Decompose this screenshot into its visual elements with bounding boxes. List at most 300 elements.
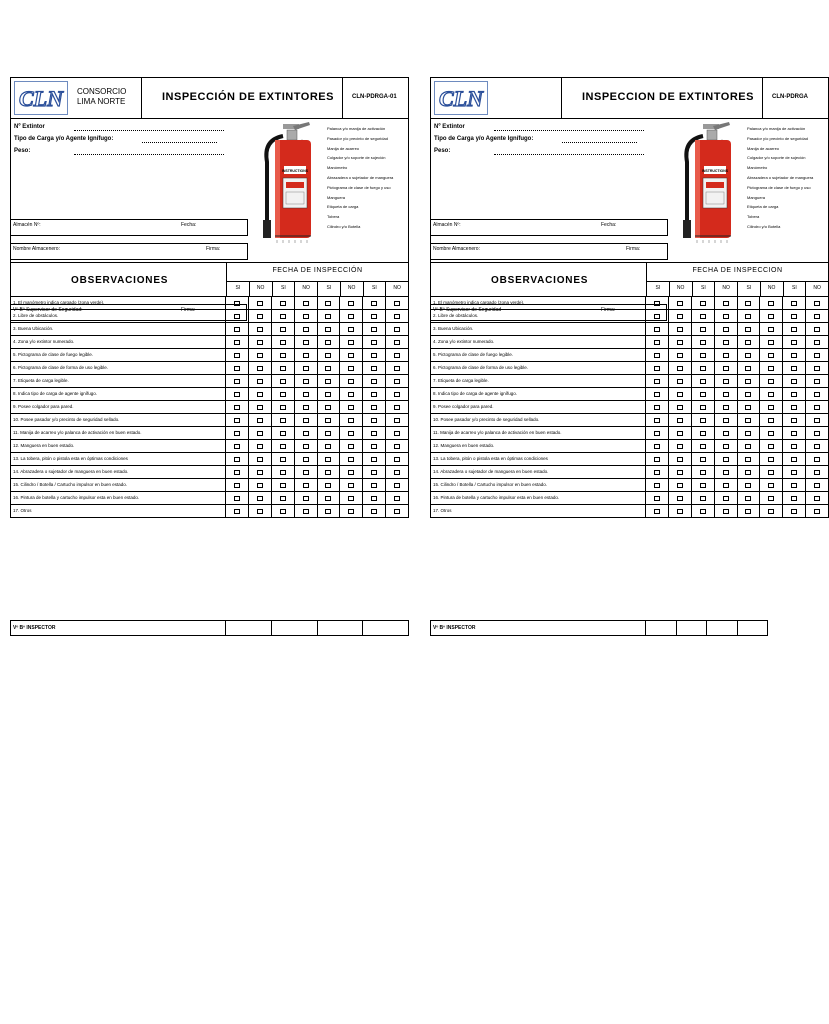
checkbox[interactable] — [814, 379, 820, 384]
check-cell[interactable] — [362, 427, 385, 439]
checkbox[interactable] — [700, 496, 706, 501]
checkbox[interactable] — [791, 483, 797, 488]
check-cell[interactable] — [714, 401, 737, 413]
checkbox[interactable] — [348, 509, 354, 514]
checkbox[interactable] — [325, 379, 331, 384]
checkbox[interactable] — [257, 405, 263, 410]
checkbox[interactable] — [791, 340, 797, 345]
checkbox[interactable] — [325, 405, 331, 410]
checkbox[interactable] — [394, 444, 400, 449]
check-cell[interactable] — [385, 440, 408, 452]
checkbox[interactable] — [280, 340, 286, 345]
checkbox[interactable] — [745, 340, 751, 345]
checkbox[interactable] — [394, 340, 400, 345]
checkbox[interactable] — [700, 353, 706, 358]
check-cell[interactable] — [691, 349, 714, 361]
checkbox[interactable] — [280, 483, 286, 488]
check-cell[interactable] — [339, 310, 362, 322]
check-cell[interactable] — [362, 440, 385, 452]
check-cell[interactable] — [759, 362, 782, 374]
check-cell[interactable] — [248, 362, 271, 374]
check-cell[interactable] — [759, 505, 782, 517]
check-cell[interactable] — [317, 414, 340, 426]
checkbox[interactable] — [768, 418, 774, 423]
check-cell[interactable] — [805, 323, 828, 335]
checkbox[interactable] — [303, 301, 309, 306]
check-cell[interactable] — [317, 336, 340, 348]
check-cell[interactable] — [782, 388, 805, 400]
check-cell[interactable] — [317, 375, 340, 387]
check-cell[interactable] — [225, 414, 248, 426]
check-cell[interactable] — [225, 505, 248, 517]
checkbox[interactable] — [791, 418, 797, 423]
check-cell[interactable] — [339, 453, 362, 465]
check-cell[interactable] — [317, 492, 340, 504]
checkbox[interactable] — [700, 301, 706, 306]
checkbox[interactable] — [677, 444, 683, 449]
check-cell[interactable] — [737, 362, 760, 374]
check-cell[interactable] — [294, 310, 317, 322]
check-cell[interactable] — [339, 349, 362, 361]
check-cell[interactable] — [271, 362, 294, 374]
checkbox[interactable] — [394, 353, 400, 358]
checkbox[interactable] — [768, 457, 774, 462]
check-cell[interactable] — [805, 479, 828, 491]
checkbox[interactable] — [303, 327, 309, 332]
vb-cell[interactable] — [271, 621, 317, 635]
checkbox[interactable] — [723, 392, 729, 397]
check-cell[interactable] — [225, 336, 248, 348]
check-cell[interactable] — [691, 466, 714, 478]
checkbox[interactable] — [814, 405, 820, 410]
check-cell[interactable] — [248, 479, 271, 491]
check-cell[interactable] — [385, 388, 408, 400]
check-cell[interactable] — [805, 297, 828, 309]
check-cell[interactable] — [805, 466, 828, 478]
checkbox[interactable] — [768, 496, 774, 501]
checkbox[interactable] — [280, 496, 286, 501]
checkbox[interactable] — [371, 457, 377, 462]
check-cell[interactable] — [737, 323, 760, 335]
check-cell[interactable] — [248, 414, 271, 426]
checkbox[interactable] — [325, 418, 331, 423]
checkbox[interactable] — [768, 431, 774, 436]
checkbox[interactable] — [234, 392, 240, 397]
check-cell[interactable] — [385, 336, 408, 348]
checkbox[interactable] — [654, 353, 660, 358]
check-cell[interactable] — [714, 362, 737, 374]
checkbox[interactable] — [700, 366, 706, 371]
checkbox[interactable] — [700, 314, 706, 319]
checkbox[interactable] — [394, 483, 400, 488]
checkbox[interactable] — [325, 496, 331, 501]
checkbox[interactable] — [677, 366, 683, 371]
check-cell[interactable] — [668, 297, 691, 309]
check-cell[interactable] — [362, 349, 385, 361]
checkbox[interactable] — [814, 457, 820, 462]
checkbox[interactable] — [303, 444, 309, 449]
check-cell[interactable] — [271, 388, 294, 400]
check-cell[interactable] — [668, 453, 691, 465]
check-cell[interactable] — [294, 492, 317, 504]
check-cell[interactable] — [805, 440, 828, 452]
check-cell[interactable] — [737, 349, 760, 361]
checkbox[interactable] — [768, 483, 774, 488]
check-cell[interactable] — [271, 427, 294, 439]
checkbox[interactable] — [234, 327, 240, 332]
check-cell[interactable] — [645, 414, 668, 426]
checkbox[interactable] — [303, 405, 309, 410]
checkbox[interactable] — [371, 444, 377, 449]
checkbox[interactable] — [768, 314, 774, 319]
check-cell[interactable] — [339, 492, 362, 504]
check-cell[interactable] — [645, 492, 668, 504]
check-cell[interactable] — [362, 323, 385, 335]
checkbox[interactable] — [371, 496, 377, 501]
check-cell[interactable] — [294, 466, 317, 478]
check-cell[interactable] — [225, 349, 248, 361]
check-cell[interactable] — [691, 323, 714, 335]
check-cell[interactable] — [759, 440, 782, 452]
check-cell[interactable] — [248, 427, 271, 439]
checkbox[interactable] — [325, 340, 331, 345]
checkbox[interactable] — [348, 366, 354, 371]
checkbox[interactable] — [677, 327, 683, 332]
info-field-line[interactable] — [494, 124, 644, 131]
check-cell[interactable] — [782, 349, 805, 361]
check-cell[interactable] — [645, 362, 668, 374]
checkbox[interactable] — [325, 457, 331, 462]
check-cell[interactable] — [737, 505, 760, 517]
checkbox[interactable] — [814, 444, 820, 449]
checkbox[interactable] — [371, 314, 377, 319]
checkbox[interactable] — [371, 509, 377, 514]
checkbox[interactable] — [280, 327, 286, 332]
check-cell[interactable] — [691, 479, 714, 491]
checkbox[interactable] — [654, 340, 660, 345]
checkbox[interactable] — [257, 392, 263, 397]
checkbox[interactable] — [791, 457, 797, 462]
check-cell[interactable] — [248, 453, 271, 465]
checkbox[interactable] — [394, 496, 400, 501]
checkbox[interactable] — [654, 392, 660, 397]
check-cell[interactable] — [225, 492, 248, 504]
checkbox[interactable] — [677, 392, 683, 397]
check-cell[interactable] — [645, 466, 668, 478]
check-cell[interactable] — [271, 479, 294, 491]
checkbox[interactable] — [768, 470, 774, 475]
check-cell[interactable] — [339, 375, 362, 387]
check-cell[interactable] — [271, 310, 294, 322]
check-cell[interactable] — [668, 310, 691, 322]
checkbox[interactable] — [348, 496, 354, 501]
checkbox[interactable] — [814, 418, 820, 423]
checkbox[interactable] — [371, 392, 377, 397]
almacen-field[interactable] — [10, 219, 248, 236]
checkbox[interactable] — [257, 327, 263, 332]
checkbox[interactable] — [814, 340, 820, 345]
checkbox[interactable] — [325, 483, 331, 488]
checkbox[interactable] — [654, 483, 660, 488]
check-cell[interactable] — [225, 401, 248, 413]
check-cell[interactable] — [782, 505, 805, 517]
check-cell[interactable] — [385, 505, 408, 517]
checkbox[interactable] — [280, 509, 286, 514]
check-cell[interactable] — [645, 453, 668, 465]
checkbox[interactable] — [700, 431, 706, 436]
checkbox[interactable] — [280, 457, 286, 462]
check-cell[interactable] — [339, 505, 362, 517]
checkbox[interactable] — [257, 340, 263, 345]
check-cell[interactable] — [317, 466, 340, 478]
checkbox[interactable] — [723, 405, 729, 410]
check-cell[interactable] — [737, 310, 760, 322]
check-cell[interactable] — [782, 492, 805, 504]
checkbox[interactable] — [654, 366, 660, 371]
check-cell[interactable] — [225, 427, 248, 439]
check-cell[interactable] — [385, 492, 408, 504]
check-cell[interactable] — [691, 401, 714, 413]
check-cell[interactable] — [737, 414, 760, 426]
check-cell[interactable] — [294, 336, 317, 348]
check-cell[interactable] — [248, 310, 271, 322]
check-cell[interactable] — [759, 336, 782, 348]
check-cell[interactable] — [248, 388, 271, 400]
check-cell[interactable] — [645, 427, 668, 439]
check-cell[interactable] — [668, 505, 691, 517]
checkbox[interactable] — [371, 340, 377, 345]
check-cell[interactable] — [782, 297, 805, 309]
vb-cell[interactable] — [362, 621, 408, 635]
check-cell[interactable] — [385, 479, 408, 491]
checkbox[interactable] — [814, 301, 820, 306]
checkbox[interactable] — [371, 327, 377, 332]
check-cell[interactable] — [385, 375, 408, 387]
checkbox[interactable] — [723, 470, 729, 475]
checkbox[interactable] — [677, 457, 683, 462]
check-cell[interactable] — [668, 362, 691, 374]
checkbox[interactable] — [745, 327, 751, 332]
checkbox[interactable] — [768, 353, 774, 358]
check-cell[interactable] — [759, 297, 782, 309]
checkbox[interactable] — [348, 405, 354, 410]
check-cell[interactable] — [759, 401, 782, 413]
check-cell[interactable] — [645, 505, 668, 517]
checkbox[interactable] — [723, 509, 729, 514]
check-cell[interactable] — [339, 414, 362, 426]
check-cell[interactable] — [714, 466, 737, 478]
check-cell[interactable] — [737, 427, 760, 439]
check-cell[interactable] — [737, 388, 760, 400]
checkbox[interactable] — [394, 509, 400, 514]
checkbox[interactable] — [325, 314, 331, 319]
checkbox[interactable] — [768, 392, 774, 397]
checkbox[interactable] — [654, 405, 660, 410]
info-field-line[interactable] — [74, 148, 224, 155]
check-cell[interactable] — [668, 492, 691, 504]
check-cell[interactable] — [385, 453, 408, 465]
check-cell[interactable] — [737, 297, 760, 309]
check-cell[interactable] — [385, 401, 408, 413]
check-cell[interactable] — [714, 310, 737, 322]
check-cell[interactable] — [362, 479, 385, 491]
checkbox[interactable] — [348, 457, 354, 462]
checkbox[interactable] — [723, 496, 729, 501]
checkbox[interactable] — [791, 405, 797, 410]
checkbox[interactable] — [745, 431, 751, 436]
checkbox[interactable] — [791, 327, 797, 332]
checkbox[interactable] — [234, 483, 240, 488]
check-cell[interactable] — [805, 310, 828, 322]
check-cell[interactable] — [714, 336, 737, 348]
checkbox[interactable] — [303, 379, 309, 384]
check-cell[interactable] — [668, 375, 691, 387]
checkbox[interactable] — [814, 392, 820, 397]
check-cell[interactable] — [691, 453, 714, 465]
checkbox[interactable] — [394, 366, 400, 371]
check-cell[interactable] — [668, 427, 691, 439]
checkbox[interactable] — [257, 353, 263, 358]
check-cell[interactable] — [737, 466, 760, 478]
checkbox[interactable] — [303, 314, 309, 319]
check-cell[interactable] — [225, 297, 248, 309]
check-cell[interactable] — [271, 505, 294, 517]
checkbox[interactable] — [280, 314, 286, 319]
checkbox[interactable] — [745, 470, 751, 475]
check-cell[interactable] — [668, 479, 691, 491]
checkbox[interactable] — [677, 483, 683, 488]
check-cell[interactable] — [759, 479, 782, 491]
checkbox[interactable] — [677, 353, 683, 358]
checkbox[interactable] — [257, 444, 263, 449]
check-cell[interactable] — [714, 505, 737, 517]
checkbox[interactable] — [348, 314, 354, 319]
checkbox[interactable] — [234, 405, 240, 410]
check-cell[interactable] — [737, 492, 760, 504]
checkbox[interactable] — [700, 379, 706, 384]
check-cell[interactable] — [782, 427, 805, 439]
almacen-field[interactable] — [430, 219, 668, 236]
check-cell[interactable] — [339, 336, 362, 348]
check-cell[interactable] — [737, 440, 760, 452]
checkbox[interactable] — [745, 379, 751, 384]
check-cell[interactable] — [271, 323, 294, 335]
checkbox[interactable] — [303, 470, 309, 475]
check-cell[interactable] — [271, 349, 294, 361]
check-cell[interactable] — [805, 401, 828, 413]
check-cell[interactable] — [362, 505, 385, 517]
checkbox[interactable] — [280, 431, 286, 436]
check-cell[interactable] — [225, 479, 248, 491]
check-cell[interactable] — [714, 323, 737, 335]
check-cell[interactable] — [782, 440, 805, 452]
checkbox[interactable] — [371, 405, 377, 410]
checkbox[interactable] — [654, 418, 660, 423]
check-cell[interactable] — [294, 297, 317, 309]
check-cell[interactable] — [362, 492, 385, 504]
checkbox[interactable] — [791, 496, 797, 501]
checkbox[interactable] — [257, 314, 263, 319]
check-cell[interactable] — [668, 401, 691, 413]
checkbox[interactable] — [654, 379, 660, 384]
checkbox[interactable] — [791, 301, 797, 306]
check-cell[interactable] — [294, 401, 317, 413]
check-cell[interactable] — [737, 453, 760, 465]
checkbox[interactable] — [371, 353, 377, 358]
check-cell[interactable] — [737, 479, 760, 491]
checkbox[interactable] — [723, 444, 729, 449]
check-cell[interactable] — [248, 323, 271, 335]
check-cell[interactable] — [317, 440, 340, 452]
info-field-line[interactable] — [142, 136, 217, 143]
check-cell[interactable] — [225, 466, 248, 478]
checkbox[interactable] — [745, 457, 751, 462]
check-cell[interactable] — [385, 414, 408, 426]
checkbox[interactable] — [654, 509, 660, 514]
check-cell[interactable] — [782, 375, 805, 387]
checkbox[interactable] — [303, 483, 309, 488]
check-cell[interactable] — [248, 505, 271, 517]
check-cell[interactable] — [759, 466, 782, 478]
check-cell[interactable] — [782, 310, 805, 322]
checkbox[interactable] — [700, 457, 706, 462]
check-cell[interactable] — [714, 414, 737, 426]
check-cell[interactable] — [668, 440, 691, 452]
checkbox[interactable] — [791, 366, 797, 371]
check-cell[interactable] — [737, 401, 760, 413]
check-cell[interactable] — [225, 453, 248, 465]
checkbox[interactable] — [723, 366, 729, 371]
check-cell[interactable] — [782, 466, 805, 478]
check-cell[interactable] — [714, 388, 737, 400]
checkbox[interactable] — [325, 509, 331, 514]
check-cell[interactable] — [759, 388, 782, 400]
check-cell[interactable] — [385, 427, 408, 439]
checkbox[interactable] — [677, 379, 683, 384]
checkbox[interactable] — [677, 470, 683, 475]
checkbox[interactable] — [677, 314, 683, 319]
checkbox[interactable] — [745, 353, 751, 358]
checkbox[interactable] — [654, 496, 660, 501]
checkbox[interactable] — [257, 470, 263, 475]
check-cell[interactable] — [317, 362, 340, 374]
check-cell[interactable] — [759, 453, 782, 465]
checkbox[interactable] — [745, 314, 751, 319]
checkbox[interactable] — [745, 483, 751, 488]
check-cell[interactable] — [759, 427, 782, 439]
check-cell[interactable] — [294, 362, 317, 374]
checkbox[interactable] — [234, 496, 240, 501]
checkbox[interactable] — [371, 483, 377, 488]
check-cell[interactable] — [691, 427, 714, 439]
checkbox[interactable] — [768, 327, 774, 332]
checkbox[interactable] — [303, 340, 309, 345]
check-cell[interactable] — [805, 375, 828, 387]
checkbox[interactable] — [280, 301, 286, 306]
checkbox[interactable] — [348, 431, 354, 436]
check-cell[interactable] — [362, 414, 385, 426]
checkbox[interactable] — [257, 457, 263, 462]
check-cell[interactable] — [317, 401, 340, 413]
checkbox[interactable] — [677, 405, 683, 410]
checkbox[interactable] — [814, 496, 820, 501]
check-cell[interactable] — [782, 362, 805, 374]
checkbox[interactable] — [257, 483, 263, 488]
check-cell[interactable] — [714, 349, 737, 361]
check-cell[interactable] — [691, 414, 714, 426]
check-cell[interactable] — [691, 375, 714, 387]
vb-cell[interactable] — [706, 621, 737, 635]
